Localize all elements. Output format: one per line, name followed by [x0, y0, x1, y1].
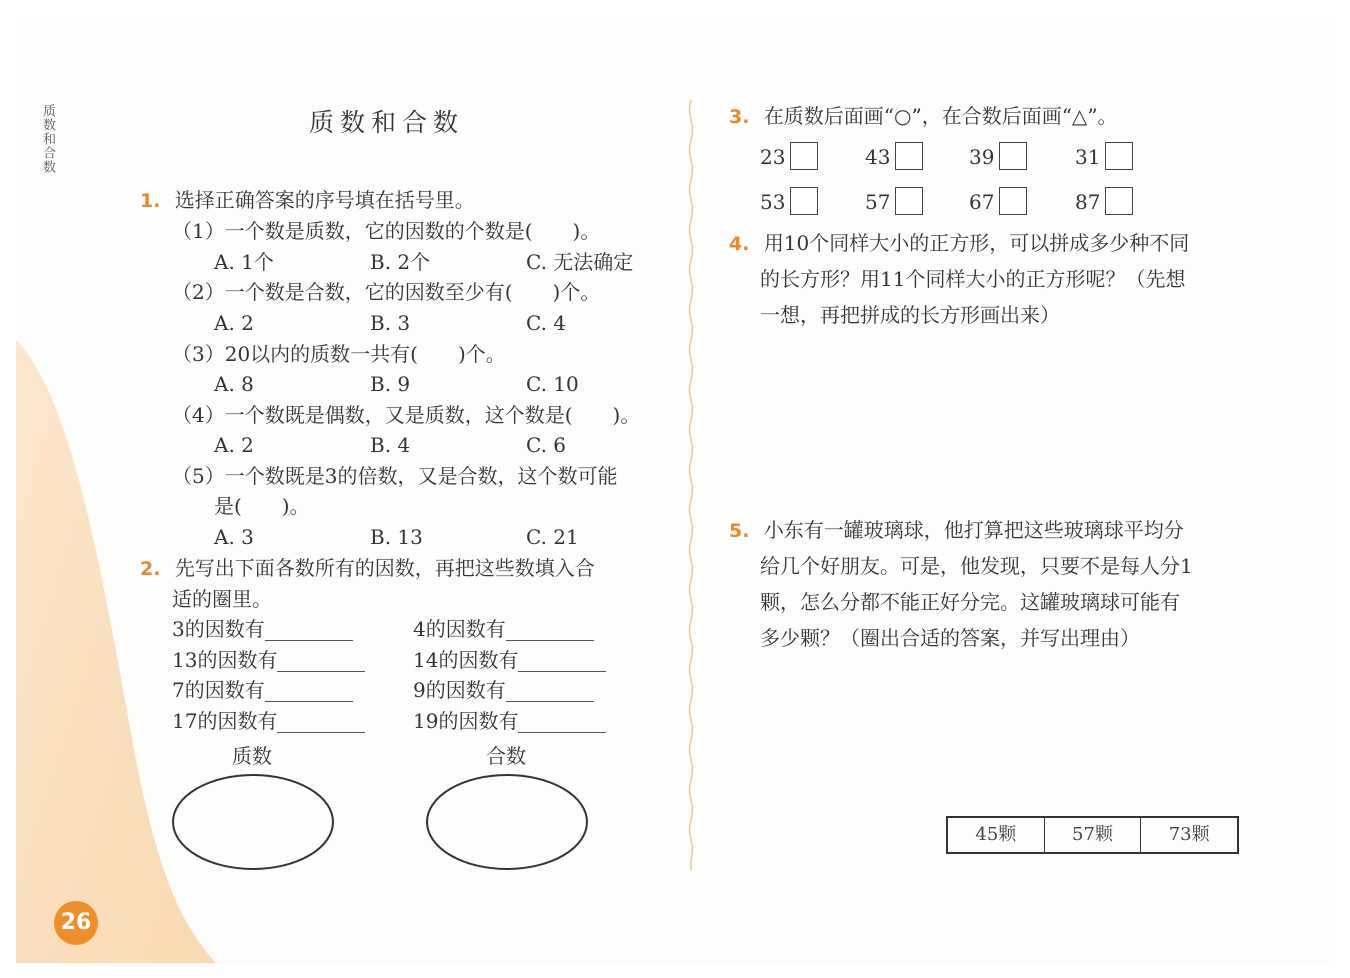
- composite-numbers-circle[interactable]: [424, 772, 590, 872]
- factor-answer-blank[interactable]: [277, 712, 365, 733]
- factor-row: [172, 617, 353, 641]
- number-label: 43: [865, 145, 891, 169]
- sidebar-section-label: 质数和合数: [40, 104, 55, 174]
- q1-item-5-option-b: B. 13: [370, 525, 423, 549]
- q1-item-3-stem: （3）20以内的质数一共有( )个。: [172, 342, 506, 366]
- page-title: 质数和合数: [309, 108, 465, 137]
- question-3: [729, 104, 1118, 129]
- q1-item-1-option-a: A. 1个: [214, 250, 274, 274]
- number-label: 39: [969, 145, 995, 169]
- prime-circle-label: 质数: [232, 744, 272, 768]
- factor-row: [172, 648, 365, 672]
- factor-label: 4的因数有: [413, 617, 506, 641]
- q1-item-1-stem: （1）一个数是质数，它的因数的个数是( )。: [172, 219, 601, 243]
- factor-answer-blank[interactable]: [506, 620, 594, 641]
- q1-item-3-option-c: C. 10: [526, 372, 579, 396]
- q1-item-4-option-b: B. 4: [370, 433, 411, 457]
- number-label: 87: [1075, 190, 1101, 214]
- q1-item-3-option-a: A. 8: [214, 372, 254, 396]
- factor-row: [413, 709, 606, 733]
- factor-answer-blank[interactable]: [518, 712, 606, 733]
- question-2-text-continued: 适的圈里。: [172, 587, 272, 611]
- factor-answer-blank[interactable]: [265, 681, 353, 702]
- question-4-text-line-3: 一想，再把拼成的长方形画出来）: [760, 303, 1060, 327]
- question-1-number: 1.: [140, 190, 161, 212]
- factor-label: 17的因数有: [172, 709, 278, 733]
- answer-box[interactable]: [790, 142, 818, 170]
- factor-label: 13的因数有: [172, 648, 278, 672]
- factor-answer-blank[interactable]: [518, 651, 606, 672]
- prime-numbers-circle[interactable]: [170, 772, 336, 872]
- question-2: [140, 556, 595, 581]
- number-label: 53: [760, 190, 786, 214]
- factor-label: 19的因数有: [413, 709, 519, 733]
- q1-item-5-option-c: C. 21: [526, 525, 579, 549]
- question-5-text: 小东有一罐玻璃球，他打算把这些玻璃球平均分: [763, 518, 1184, 542]
- q1-item-1-option-b: B. 2个: [370, 250, 431, 274]
- q1-item-2-stem: （2）一个数是合数，它的因数至少有( )个。: [172, 280, 601, 304]
- question-5-text-line-2: 给几个好朋友。可是，他发现，只要不是每人分1: [760, 554, 1193, 578]
- number-label: 23: [760, 145, 786, 169]
- question-5-number: 5.: [729, 520, 750, 542]
- factor-label: 3的因数有: [172, 617, 265, 641]
- option-45[interactable]: 45颗: [948, 818, 1045, 852]
- q1-item-2-option-a: A. 2: [214, 311, 254, 335]
- question-5-text-line-4: 多少颗？（圈出合适的答案，并写出理由）: [760, 626, 1140, 650]
- answer-box[interactable]: [1105, 142, 1133, 170]
- q1-item-5-stem: （5）一个数既是3的倍数，又是合数，这个数可能: [172, 464, 618, 488]
- answer-box[interactable]: [1105, 187, 1133, 215]
- marble-count-options: [946, 816, 1239, 854]
- composite-circle-label: 合数: [486, 744, 526, 768]
- question-1-text: 选择正确答案的序号填在括号里。: [174, 188, 475, 212]
- factor-label: 7的因数有: [172, 678, 265, 702]
- q1-item-2-option-b: B. 3: [370, 311, 411, 335]
- option-73[interactable]: 73颗: [1168, 824, 1210, 845]
- answer-box[interactable]: [790, 187, 818, 215]
- number-label: 67: [969, 190, 995, 214]
- question-4-text-line-2: 的长方形？用11个同样大小的正方形呢？（先想: [760, 267, 1186, 291]
- q1-item-2-option-c: C. 4: [526, 311, 567, 335]
- question-4: [729, 231, 1189, 256]
- q1-item-3-option-b: B. 9: [370, 372, 411, 396]
- factor-row: [413, 648, 606, 672]
- factor-row: [172, 678, 353, 702]
- number-label: 57: [865, 190, 891, 214]
- factor-label: 14的因数有: [413, 648, 519, 672]
- answer-box[interactable]: [999, 187, 1027, 215]
- answer-box[interactable]: [895, 142, 923, 170]
- q1-item-5-stem-continued: 是( )。: [214, 494, 310, 518]
- factor-answer-blank[interactable]: [506, 681, 594, 702]
- question-3-number: 3.: [729, 106, 750, 128]
- question-3-text: 在质数后面画“○”，在合数后面画“△”。: [763, 104, 1118, 128]
- q1-item-4-option-c: C. 6: [526, 433, 567, 457]
- question-2-text: 先写出下面各数所有的因数，再把这些数填入合: [174, 556, 595, 580]
- question-4-text: 用10个同样大小的正方形，可以拼成多少种不同: [763, 231, 1190, 255]
- factor-answer-blank[interactable]: [277, 651, 365, 672]
- page-divider: [688, 100, 694, 870]
- factor-label: 9的因数有: [413, 678, 506, 702]
- factor-answer-blank[interactable]: [265, 620, 353, 641]
- factor-row: [172, 709, 365, 733]
- question-1: [140, 188, 475, 213]
- question-4-number: 4.: [729, 233, 750, 255]
- q1-item-4-option-a: A. 2: [214, 433, 254, 457]
- answer-box[interactable]: [895, 187, 923, 215]
- answer-box[interactable]: [999, 142, 1027, 170]
- q1-item-1-option-c: C. 无法确定: [526, 250, 634, 274]
- q1-item-5-option-a: A. 3: [214, 525, 254, 549]
- page-number-badge: 26: [54, 901, 98, 945]
- question-5: [729, 518, 1184, 543]
- number-label: 31: [1075, 145, 1101, 169]
- question-5-text-line-3: 颗，怎么分都不能正好分完。这罐玻璃球可能有: [760, 590, 1180, 614]
- factor-row: [413, 678, 594, 702]
- question-2-number: 2.: [140, 558, 161, 580]
- q1-item-4-stem: （4）一个数既是偶数，又是质数，这个数是( )。: [172, 403, 641, 427]
- option-57[interactable]: 57颗: [1045, 818, 1142, 852]
- factor-row: [413, 617, 594, 641]
